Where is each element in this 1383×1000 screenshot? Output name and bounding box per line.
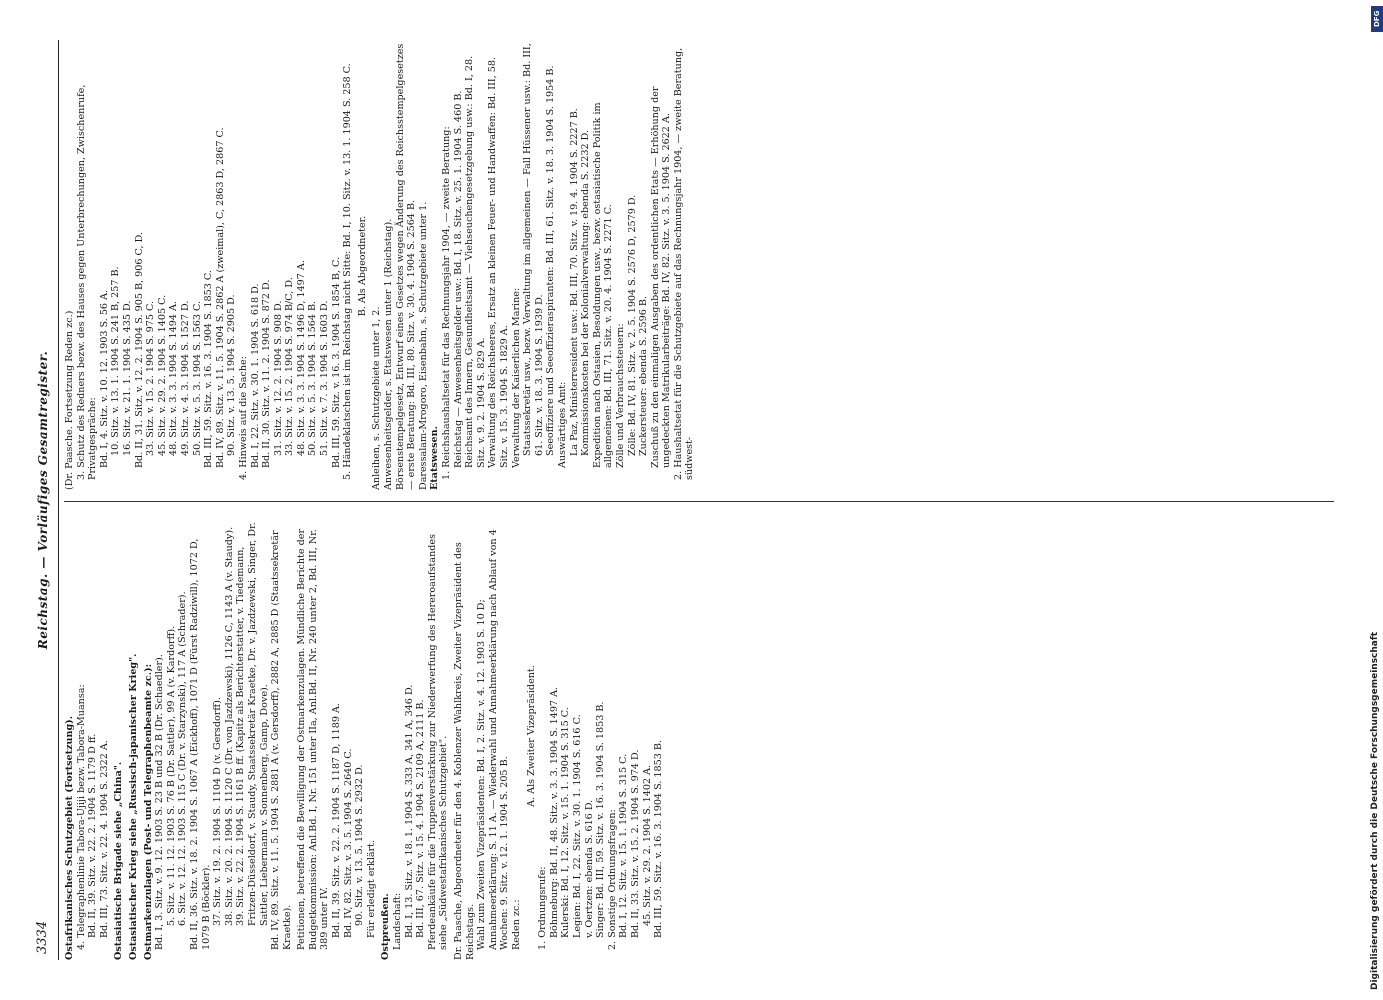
index-entry: 6. Sitz. v. 12. 12. 1903 S. 115 C (Dr. v. Starzynski), 117 A (Schrader). <box>177 591 189 926</box>
index-entry: Ostasiatischer Krieg siehe „Russisch-japanischer Krieg". <box>127 653 139 960</box>
index-entry: Zölle: Bd. IV, 81. Sitz. v. 2. 5. 1904 S. 2576 D, 2579 D. <box>626 194 638 456</box>
index-entry: Bd. III, 73. Sitz. v. 22. 4. 1904 S. 2322 A. <box>98 740 110 938</box>
left-column <box>64 512 1344 960</box>
index-entry: 45. Sitz. v. 29. 2. 1904 S. 1405 C. <box>156 294 168 456</box>
index-entry: Bd. IV, 82. Sitz. v. 3. 5. 1904 S. 2640 C. <box>342 748 354 938</box>
index-entry: 4. Telegraphenlinie Tabora-Ujiji bezw. Tabora-Muansa: <box>75 684 87 950</box>
index-entry: 4. Hinweis auf die Sache: <box>237 356 249 480</box>
index-entry: 31. Sitz. v. 12. 2. 1904 S. 908 D. <box>272 300 284 456</box>
index-entry: Börsenstempelgesetz, Entwurf eines Gesetzes wegen Änderung des Reichsstempelgesetzes — erste Beratung: Bd. III, 80. Sitz. v. 30. 4. 1904 S. 2564 B. <box>394 43 418 490</box>
index-entry: 3. Schutz des Redners bezw. des Hauses gegen Unterbrechungen, Zwischenrufe, Privatgespräche: <box>75 84 99 480</box>
digitization-credit: Digitalisierung gefördert durch die Deutsche Forschungsgemeinschaft <box>1370 631 1380 990</box>
index-entry: Bd. II, 39. Sitz. v. 22. 2. 1904 S. 1187 D, 1189 A. <box>331 703 343 938</box>
dfg-logo: DFG <box>1371 6 1383 32</box>
column-divider <box>64 501 1334 502</box>
index-entry: 10. Sitz. v. 13. 1. 1904 S. 241 B, 257 B. <box>110 266 122 456</box>
index-entry: Bd. II, 36. Sitz. v. 18. 2. 1904 S. 1067 A (Eickhoff), 1071 D (Fürst Radziwill), 1072 D, 1079 B (Böckler). <box>188 538 212 950</box>
index-entry: 2. Haushaltsetat für die Schutzgebiete auf das Rechnungsjahr 1904, — zweite Beratung, südwest- <box>672 47 696 480</box>
index-entry: Petitionen, betreffend die Bewilligung der Ostmarkenzulagen. Mündliche Berichte der Budgetkommission: Anl.Bd. I, Nr. 151 unter IIa, Anl.Bd. II, Nr. 240 unter 2, Bd. III, Nr. 389 unter IV. <box>296 528 331 950</box>
index-entry: Bd. IV, 89. Sitz. v. 11. 5. 1904 S. 2881 A (v. Gersdorff), 2882 A, 2885 D (Staatssekretär Kraetke). <box>270 530 293 950</box>
index-entry: 5. Sitz. v. 11. 12. 1903 S. 76 B (Dr. Sattler), 99 A (v. Kardorff). <box>165 625 177 926</box>
index-entry: Anleihen, s. Schutzgebiete unter 1, 2. <box>371 306 383 490</box>
index-entry: Bd. II, 33. Sitz. v. 15. 2. 1904 S. 974 D. <box>629 749 641 938</box>
index-entry: Zölle und Verbrauchssteuern: <box>614 323 626 468</box>
index-entry: Bd. I, 13. Sitz. v. 18. 1. 1904 S. 333 A, 341 A, 346 D. <box>403 684 415 938</box>
index-entry: Bd. I, 12. Sitz. v. 15. 1. 1904 S. 315 C. <box>618 753 630 938</box>
index-entry: Singer: Bd. III, 59. Sitz. v. 16. 3. 1904 S. 1853 B. <box>595 701 607 938</box>
index-entry: Zuckersteuer: ebenda S. 2596 B. <box>638 296 650 456</box>
index-entry: 33. Sitz. v. 15. 2. 1904 S. 975 C. <box>145 300 157 456</box>
index-entry: Reichsamt des Innern, Gesundheitsamt — Viehseuchengesetzgebung usw.: Bd. I, 28. Sitz. v. 9. 2. 1904 S. 829 A. <box>464 55 487 468</box>
index-entry: Bd. II, 39. Sitz. v. 22. 2. 1904 S. 1179 D ff. <box>87 733 99 938</box>
index-entry: Pferdeankäufe für die Truppenverstärkung zur Niederwerfung des Hereroaufstandes siehe „Südwestafrikanisches Schutzgebiet". <box>426 533 450 950</box>
index-entry: 39. Sitz. v. 22. 2. 1904 S. 1161 B ff. (Kapitz als Berichterstatter, v. Tiedemann, Fritzen-Düsseldorf, v. Staudy, Staatssekretär Kraetke, Dr. v. Jazdzewski, Singer, Dr. Sattler, Liebermann v. Sonnenberg, Gamp, Dove). <box>235 522 270 926</box>
index-entry: La Paz, Ministerresident usw.: Bd. III, 70. Sitz. v. 19. 4. 1904 S. 2227 B. <box>568 108 580 456</box>
right-column <box>64 42 1344 490</box>
index-entry: Verwaltung der Kaiserlichen Marine: <box>510 287 522 468</box>
index-entry: A. Als Zweiter Vizepräsident. <box>525 665 537 807</box>
index-entry: (Dr. Paasche. Fortsetzung Reden zc.) <box>64 310 75 490</box>
index-entry: Ostpreußen. <box>380 893 392 960</box>
index-entry: 50. Sitz. v. 5. 3. 1904 S. 1564 B. <box>307 300 319 456</box>
rotated-page-content <box>30 40 1350 960</box>
index-entry: Für erledigt erklärt. <box>365 839 377 938</box>
index-entry: Anwesenheitsgelder, s. Etatswesen unter 1 (Reichstag). <box>383 218 395 490</box>
index-entry: Reden zc.: <box>510 899 522 950</box>
index-entry: Bd. III, 67. Sitz. v. 15. 4. 1904 S. 2109 A, 2111 B. <box>415 699 427 938</box>
index-entry: 51. Sitz. v. 7. 3. 1904 S. 1603 D. <box>319 300 331 456</box>
index-entry: Legien: Bd. I, 22. Sitz. v. 30. 1. 1904 S. 616 C. <box>571 714 583 938</box>
index-entry: Ostmarkenzulagen (Post- und Telegraphenbeamte zc.): <box>142 663 154 960</box>
index-entry: 38. Sitz. v. 20. 2. 1904 S. 1120 C (Dr. von Jazdzewski), 1126 C, 1143 A (v. Staudy). <box>223 526 235 926</box>
index-entry: Bd. II, 30. Sitz. v. 11. 2. 1904 S. 872 D. <box>261 279 273 468</box>
running-head <box>30 40 59 960</box>
index-entry: Kommissionskosten bei der Kolonialverwaltung: ebenda S. 2232 D. <box>580 129 592 456</box>
index-entry: Bd. I, 22. Sitz. v. 30. 1. 1904 S. 618 D. <box>249 283 261 468</box>
index-entry: Daressalam-Mrogoro, Eisenbahn, s. Schutzgebiete unter 1. <box>417 201 429 490</box>
index-entry: Bd. III, 59. Sitz. v. 16. 3. 1904 S. 1853 C. <box>203 270 215 468</box>
index-entry: 50. Sitz. v. 5. 3. 1904 S. 1563 C. <box>191 300 203 456</box>
index-entry: 1. Reichshaushaltsetat für das Rechnungsjahr 1904, — zweite Beratung: <box>441 126 452 480</box>
index-entry: Auswärtiges Amt: <box>556 381 568 468</box>
index-entry: Bd. I, 4. Sitz. v. 10. 12. 1903 S. 56 A. <box>98 289 110 468</box>
page-title: Reichstag. — Vorläufiges Gesamtregister. <box>36 350 50 650</box>
index-entry: 1. Ordnungsrufe: <box>537 866 549 950</box>
index-entry: B. Als Abgeordneter. <box>356 215 368 317</box>
index-entry: Bd. I, 3. Sitz. v. 9. 12. 1903 S. 23 B und 32 B (Dr. Schaedler). <box>154 654 166 950</box>
index-entry: 90. Sitz. v. 13. 5. 1904 S. 2905 D. <box>226 294 238 456</box>
index-entry: Expedition nach Ostasien, Besoldungen usw., bezw. ostasiatische Politik im allgemeinen: Bd. III, 71. Sitz. v. 20. 4. 1904 S. 2271 C. <box>591 102 615 468</box>
index-entry: 16. Sitz. v. 21. 1. 1904 S. 435 D. <box>121 300 133 456</box>
index-entry: 90. Sitz. v. 13. 5. 1904 S. 2932 D. <box>354 764 366 926</box>
index-entry: Kulerski: Bd. I, 12. Sitz. v. 15. 1. 1904 S. 315 C. <box>560 707 572 938</box>
index-entry: Bd. IV, 89. Sitz. v. 11. 5. 1904 S. 2862 A (zweimal), C, 2863 D, 2867 C. <box>214 127 226 468</box>
index-entry: Staatssekretär usw., bezw. Verwaltung im allgemeinen — Fall Hüssener usw.: Bd. III, 61. Sitz. v. 18. 3. 1904 S. 1939 D. <box>522 43 545 456</box>
index-entry: 2. Sonstige Ordnungsfragen: <box>606 809 618 950</box>
index-entry: Bd. II, 31. Sitz. v. 12. 2. 1904 S. 905 B, 906 C, D. <box>133 232 145 468</box>
index-entry: v. Oertzen: ebenda S. 616 D. <box>583 799 595 938</box>
index-entry: Bd. III, 59. Sitz. v. 16. 3. 1904 S. 1853 B. <box>653 740 665 938</box>
index-entry: 5. Händeklatschen ist im Reichstag nicht Sitte: Bd. I, 10. Sitz. v. 13. 1. 1904 S. 258 C. <box>342 63 354 480</box>
index-entry: Landschaft: <box>392 892 404 950</box>
index-entry: Bd. III, 59. Sitz. v. 16. 3. 1904 S. 1854 B, C. <box>330 256 342 468</box>
index-entry: 49. Sitz. v. 4. 3. 1904 S. 1527 D. <box>179 300 191 456</box>
index-entry: Reichstag — Anwesenheitsgelder usw.: Bd. I, 18. Sitz. v. 25. 1. 1904 S. 460 B. <box>452 90 464 468</box>
index-entry: Böhmeburg: Bd. II, 48. Sitz. v. 3. 3. 1904 S. 1497 A. <box>548 686 560 938</box>
index-entry: 48. Sitz. v. 3. 3. 1904 S. 1496 D, 1497 A. <box>295 260 307 456</box>
index-entry: Wahl zum Zweiten Vizepräsidenten: Bd. I, 2. Sitz. v. 4. 12. 1903 S. 10 D; Annahmeerklärung: S. 11 A. — Wiederwahl und Annahmeerklärung nach Ablauf von 4 Wochen: 9. Sitz. v. 12. 1. 1904 S. 205 B. <box>476 529 511 950</box>
index-entry: 45. Sitz. v. 29. 2. 1904 S. 1402 A. <box>641 764 653 926</box>
index-entry: 33. Sitz. v. 15. 2. 1904 S. 974 B/C, D. <box>284 277 296 456</box>
index-entry: Ostasiatische Brigade siehe „China". <box>113 761 125 960</box>
index-entry: Etatswesen. <box>429 426 441 490</box>
index-entry: Zuschuß zu den einmaligen Ausgaben des ordentlichen Etats — Erhöhung der ungedeckten Matrikularbeiträge: Bd. IV, 82. Sitz. v. 3. 5. 1904 S. 2622 A. <box>649 86 673 468</box>
index-entry: 48. Sitz. v. 3. 3. 1904 S. 1494 A. <box>168 301 180 456</box>
index-entry: Seeoffiziere und Seeoffizieraspiranten: Bd. III, 61. Sitz. v. 18. 3. 1904 S. 1954 B. <box>545 65 557 456</box>
index-entry: 37. Sitz. v. 19. 2. 1904 S. 1104 D (v. Gersdorff). <box>212 697 224 926</box>
page-number: 3334 <box>35 920 50 954</box>
index-entry: Ostafrikanisches Schutzgebiet (Fortsetzung). <box>64 715 75 960</box>
index-entry: Dr. Paasche, Abgeordneter für den 4. Koblenzer Wahlkreis, Zweiter Vizepräsident des Reichstags. <box>453 542 476 960</box>
index-entry: Verwaltung des Reichsheeres, Ersatz an kleinen Feuer- und Handwaffen: Bd. III, 58. Sitz. v. 15. 3. 1904 S. 1829 A. <box>487 56 510 468</box>
